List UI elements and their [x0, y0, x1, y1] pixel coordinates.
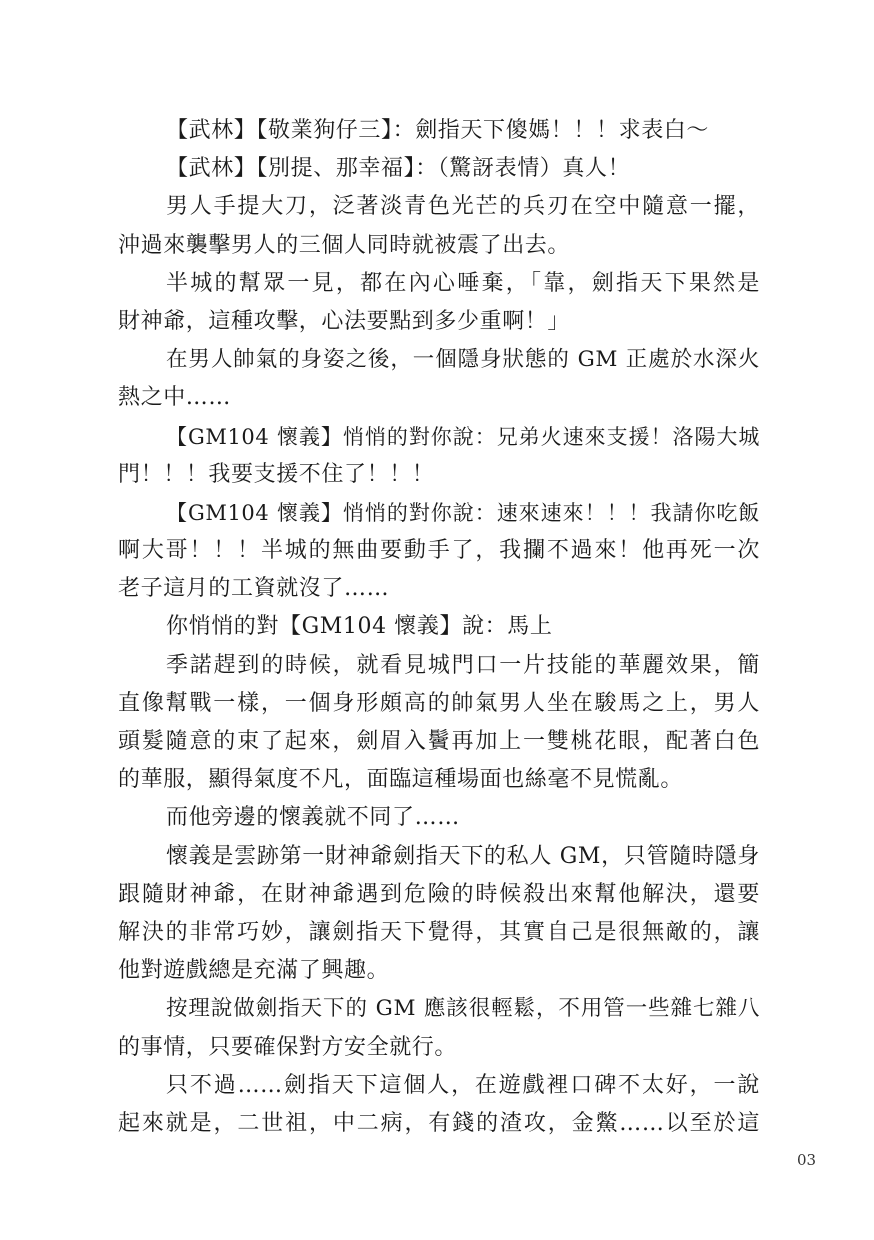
text-line: 按理說做劍指天下的 GM 應該很輕鬆，不用管一些雜七雜八: [166, 996, 760, 1022]
body-text: [118, 112, 760, 1143]
text-line: 的事情，只要確保對方安全就行。: [118, 1034, 458, 1060]
text-line: 半城的幫眾一見，都在內心唾棄，「靠，劍指天下果然是: [166, 270, 760, 296]
text-line: 頭髮隨意的束了起來，劍眉入鬢再加上一雙桃花眼，配著白色: [118, 729, 760, 754]
text-line: 解決的非常巧妙，讓劍指天下覺得，其實自己是很無敵的，讓: [118, 919, 760, 945]
text-line: 【GM104 懷義】悄悄的對你說：兄弟火速來支援！洛陽大城: [166, 424, 760, 449]
text-line: 啊大哥！！！半城的無曲要動手了，我攔不過來！他再死一次: [118, 538, 760, 564]
text-line: 男人手提大刀，泛著淡青色光芒的兵刃在空中隨意一擺，: [166, 194, 760, 220]
text-line: 起來就是，二世祖，中二病，有錢的渣攻，金鱉……以至於這: [118, 1110, 760, 1136]
text-line: 在男人帥氣的身姿之後，一個隱身狀態的 GM 正處於水深火: [166, 347, 760, 373]
text-line: 【武林】【敬業狗仔三】：劍指天下傻媽！！！求表白～: [166, 118, 710, 143]
text-line: 老子這月的工資就沒了……: [118, 576, 390, 602]
text-line: 熱之中……: [118, 385, 232, 411]
text-line: 財神爺，這種攻擊，心法要點到多少重啊！」: [118, 308, 571, 334]
text-line: 而他旁邊的懷義就不同了……: [166, 805, 460, 831]
text-line: 直像幫戰一樣，一個身形頗高的帥氣男人坐在駿馬之上，男人: [118, 690, 760, 716]
text-line: 懷義是雲跡第一財神爺劍指天下的私人 GM，只管隨時隱身: [166, 843, 760, 869]
text-line: 跟隨財神爺，在財神爺遇到危險的時候殺出來幫他解決，還要: [118, 881, 760, 907]
text-line: 季諾趕到的時候，就看見城門口一片技能的華麗效果，簡: [166, 652, 760, 678]
text-line: 的華服，顯得氣度不凡，面臨這種場面也絲毫不見慌亂。: [118, 767, 684, 793]
text-line: 你悄悄的對【GM104 懷義】說：馬上: [166, 614, 553, 640]
text-line: 沖過來襲擊男人的三個人同時就被震了出去。: [118, 232, 571, 258]
text-line: 只不過……劍指天下這個人，在遊戲裡口碑不太好，一說: [166, 1072, 760, 1098]
page-number: 03: [797, 1151, 817, 1169]
text-line: 【武林】【別提、那幸福】：（驚訝表情）真人！: [166, 156, 631, 182]
text-line: 門！！！我要支援不住了！！！: [118, 461, 435, 487]
text-line: 【GM104 懷義】悄悄的對你說：速來速來！！！我請你吃飯: [166, 500, 760, 525]
text-line: 他對遊戲總是充滿了興趣。: [118, 958, 390, 984]
